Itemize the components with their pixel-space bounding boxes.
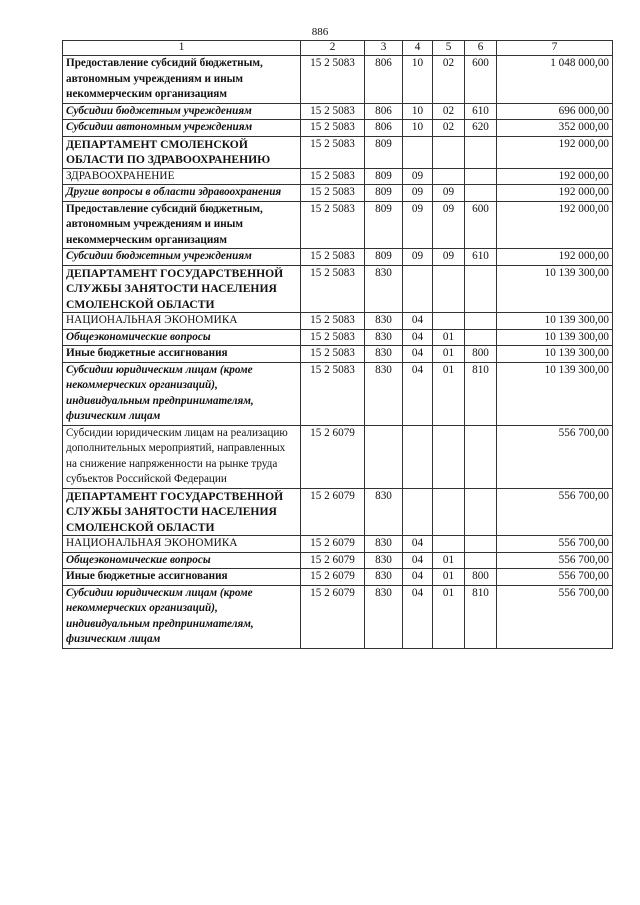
row-name: Другие вопросы в области здравоохранения — [63, 185, 301, 202]
row-ministry-code: 830 — [365, 569, 403, 586]
row-expense-type: 610 — [465, 249, 497, 266]
row-ministry-code: 830 — [365, 488, 403, 536]
table-row — [63, 201, 613, 249]
table-row — [63, 362, 613, 425]
row-expense-type — [465, 329, 497, 346]
table-row — [63, 346, 613, 363]
row-section — [403, 425, 433, 488]
row-section: 04 — [403, 313, 433, 330]
row-ministry-code: 830 — [365, 313, 403, 330]
row-target-article: 15 2 5083 — [301, 168, 365, 185]
row-ministry-code: 806 — [365, 103, 403, 120]
row-ministry-code: 830 — [365, 265, 403, 313]
table-row — [63, 265, 613, 313]
row-target-article: 15 2 5083 — [301, 265, 365, 313]
row-subsection — [433, 136, 465, 168]
row-section: 10 — [403, 56, 433, 104]
row-target-article: 15 2 5083 — [301, 56, 365, 104]
row-amount: 556 700,00 — [497, 488, 613, 536]
row-section: 09 — [403, 185, 433, 202]
table-row — [63, 329, 613, 346]
row-amount: 1 048 000,00 — [497, 56, 613, 104]
row-ministry-code: 809 — [365, 185, 403, 202]
row-ministry-code: 830 — [365, 585, 403, 648]
table-row — [63, 185, 613, 202]
row-subsection: 02 — [433, 120, 465, 137]
row-subsection: 01 — [433, 585, 465, 648]
row-target-article: 15 2 6079 — [301, 585, 365, 648]
row-section: 09 — [403, 168, 433, 185]
table-row — [63, 56, 613, 104]
header-col-5: 5 — [433, 41, 465, 56]
row-amount: 352 000,00 — [497, 120, 613, 137]
row-amount: 192 000,00 — [497, 185, 613, 202]
row-expense-type: 600 — [465, 201, 497, 249]
row-name: НАЦИОНАЛЬНАЯ ЭКОНОМИКА — [63, 536, 301, 553]
row-name: НАЦИОНАЛЬНАЯ ЭКОНОМИКА — [63, 313, 301, 330]
row-expense-type — [465, 488, 497, 536]
row-target-article: 15 2 6079 — [301, 536, 365, 553]
row-ministry-code: 830 — [365, 346, 403, 363]
row-name: Субсидии юридическим лицам (кроме некоммерческих организаций), индивидуальным предпринимателям, физическим лицам — [63, 362, 301, 425]
row-ministry-code: 809 — [365, 249, 403, 266]
table-row — [63, 552, 613, 569]
budget-table — [62, 40, 613, 649]
row-target-article: 15 2 6079 — [301, 552, 365, 569]
row-name: Предоставление субсидий бюджетным, автономным учреждениям и иным некоммерческим организациям — [63, 56, 301, 104]
row-ministry-code: 830 — [365, 536, 403, 553]
row-name: ДЕПАРТАМЕНТ ГОСУДАРСТВЕННОЙ СЛУЖБЫ ЗАНЯТОСТИ НАСЕЛЕНИЯ СМОЛЕНСКОЙ ОБЛАСТИ — [63, 488, 301, 536]
table-row — [63, 536, 613, 553]
row-section: 10 — [403, 103, 433, 120]
row-section: 04 — [403, 362, 433, 425]
row-subsection: 01 — [433, 346, 465, 363]
row-amount: 192 000,00 — [497, 168, 613, 185]
row-subsection: 01 — [433, 552, 465, 569]
row-subsection: 09 — [433, 201, 465, 249]
row-name: Иные бюджетные ассигнования — [63, 346, 301, 363]
row-expense-type — [465, 536, 497, 553]
row-ministry-code: 830 — [365, 329, 403, 346]
row-target-article: 15 2 6079 — [301, 569, 365, 586]
row-name: Субсидии бюджетным учреждениям — [63, 249, 301, 266]
table-row — [63, 103, 613, 120]
row-name: Иные бюджетные ассигнования — [63, 569, 301, 586]
row-subsection — [433, 313, 465, 330]
row-subsection: 01 — [433, 329, 465, 346]
row-target-article: 15 2 6079 — [301, 425, 365, 488]
row-subsection — [433, 425, 465, 488]
table-row — [63, 168, 613, 185]
row-expense-type — [465, 425, 497, 488]
row-expense-type: 800 — [465, 346, 497, 363]
row-section: 10 — [403, 120, 433, 137]
row-subsection: 01 — [433, 362, 465, 425]
table-row — [63, 313, 613, 330]
row-amount: 556 700,00 — [497, 552, 613, 569]
row-amount: 556 700,00 — [497, 569, 613, 586]
header-col-3: 3 — [365, 41, 403, 56]
row-name: Субсидии бюджетным учреждениям — [63, 103, 301, 120]
row-target-article: 15 2 5083 — [301, 346, 365, 363]
table-row — [63, 585, 613, 648]
row-expense-type — [465, 313, 497, 330]
row-expense-type: 810 — [465, 585, 497, 648]
row-amount: 556 700,00 — [497, 585, 613, 648]
row-ministry-code: 830 — [365, 552, 403, 569]
row-section: 04 — [403, 536, 433, 553]
row-expense-type: 600 — [465, 56, 497, 104]
page-number: 886 — [311, 26, 329, 38]
row-target-article: 15 2 6079 — [301, 488, 365, 536]
row-ministry-code: 809 — [365, 136, 403, 168]
row-target-article: 15 2 5083 — [301, 249, 365, 266]
row-amount: 556 700,00 — [497, 536, 613, 553]
row-section — [403, 136, 433, 168]
row-target-article: 15 2 5083 — [301, 103, 365, 120]
row-name: ЗДРАВООХРАНЕНИЕ — [63, 168, 301, 185]
row-section: 04 — [403, 585, 433, 648]
row-section — [403, 488, 433, 536]
header-col-7: 7 — [497, 41, 613, 56]
row-ministry-code: 809 — [365, 168, 403, 185]
row-amount: 10 139 300,00 — [497, 346, 613, 363]
row-name: Субсидии автономным учреждениям — [63, 120, 301, 137]
row-amount: 10 139 300,00 — [497, 362, 613, 425]
row-section: 09 — [403, 249, 433, 266]
header-col-4: 4 — [403, 41, 433, 56]
row-name: Субсидии юридическим лицам (кроме некоммерческих организаций), индивидуальным предпринимателям, физическим лицам — [63, 585, 301, 648]
row-section: 04 — [403, 569, 433, 586]
row-amount: 192 000,00 — [497, 201, 613, 249]
row-ministry-code: 830 — [365, 362, 403, 425]
table-row — [63, 425, 613, 488]
row-section: 09 — [403, 201, 433, 249]
row-target-article: 15 2 5083 — [301, 313, 365, 330]
row-expense-type: 610 — [465, 103, 497, 120]
table-row — [63, 488, 613, 536]
header-col-6: 6 — [465, 41, 497, 56]
row-name: Общеэкономические вопросы — [63, 552, 301, 569]
row-ministry-code: 806 — [365, 120, 403, 137]
row-subsection — [433, 168, 465, 185]
row-section: 04 — [403, 346, 433, 363]
row-expense-type: 620 — [465, 120, 497, 137]
row-section — [403, 265, 433, 313]
row-name: Предоставление субсидий бюджетным, автономным учреждениям и иным некоммерческим организациям — [63, 201, 301, 249]
row-amount: 10 139 300,00 — [497, 313, 613, 330]
row-name: Общеэкономические вопросы — [63, 329, 301, 346]
row-subsection: 02 — [433, 56, 465, 104]
row-name: Субсидии юридическим лицам на реализацию дополнительных мероприятий, направленных на снижение напряженности на рынке труда субъектов Российской Федерации — [63, 425, 301, 488]
table-row — [63, 249, 613, 266]
row-target-article: 15 2 5083 — [301, 362, 365, 425]
row-expense-type: 800 — [465, 569, 497, 586]
row-expense-type — [465, 136, 497, 168]
row-amount: 696 000,00 — [497, 103, 613, 120]
row-section: 04 — [403, 329, 433, 346]
row-subsection — [433, 488, 465, 536]
table-row — [63, 136, 613, 168]
row-amount: 10 139 300,00 — [497, 265, 613, 313]
row-name: ДЕПАРТАМЕНТ СМОЛЕНСКОЙ ОБЛАСТИ ПО ЗДРАВООХРАНЕНИЮ — [63, 136, 301, 168]
row-subsection: 01 — [433, 569, 465, 586]
table-row — [63, 569, 613, 586]
row-amount: 10 139 300,00 — [497, 329, 613, 346]
row-ministry-code: 806 — [365, 56, 403, 104]
row-expense-type — [465, 265, 497, 313]
row-target-article: 15 2 5083 — [301, 120, 365, 137]
row-name: ДЕПАРТАМЕНТ ГОСУДАРСТВЕННОЙ СЛУЖБЫ ЗАНЯТОСТИ НАСЕЛЕНИЯ СМОЛЕНСКОЙ ОБЛАСТИ — [63, 265, 301, 313]
row-subsection: 02 — [433, 103, 465, 120]
row-expense-type — [465, 552, 497, 569]
header-row — [63, 41, 613, 56]
table-row — [63, 120, 613, 137]
row-subsection — [433, 536, 465, 553]
row-section: 04 — [403, 552, 433, 569]
row-ministry-code: 809 — [365, 201, 403, 249]
row-amount: 192 000,00 — [497, 249, 613, 266]
row-amount: 192 000,00 — [497, 136, 613, 168]
row-target-article: 15 2 5083 — [301, 329, 365, 346]
row-expense-type — [465, 168, 497, 185]
row-target-article: 15 2 5083 — [301, 201, 365, 249]
row-target-article: 15 2 5083 — [301, 136, 365, 168]
row-amount: 556 700,00 — [497, 425, 613, 488]
row-subsection: 09 — [433, 185, 465, 202]
row-ministry-code — [365, 425, 403, 488]
header-col-2: 2 — [301, 41, 365, 56]
row-target-article: 15 2 5083 — [301, 185, 365, 202]
row-subsection — [433, 265, 465, 313]
row-subsection: 09 — [433, 249, 465, 266]
row-expense-type: 810 — [465, 362, 497, 425]
row-expense-type — [465, 185, 497, 202]
header-col-1: 1 — [63, 41, 301, 56]
